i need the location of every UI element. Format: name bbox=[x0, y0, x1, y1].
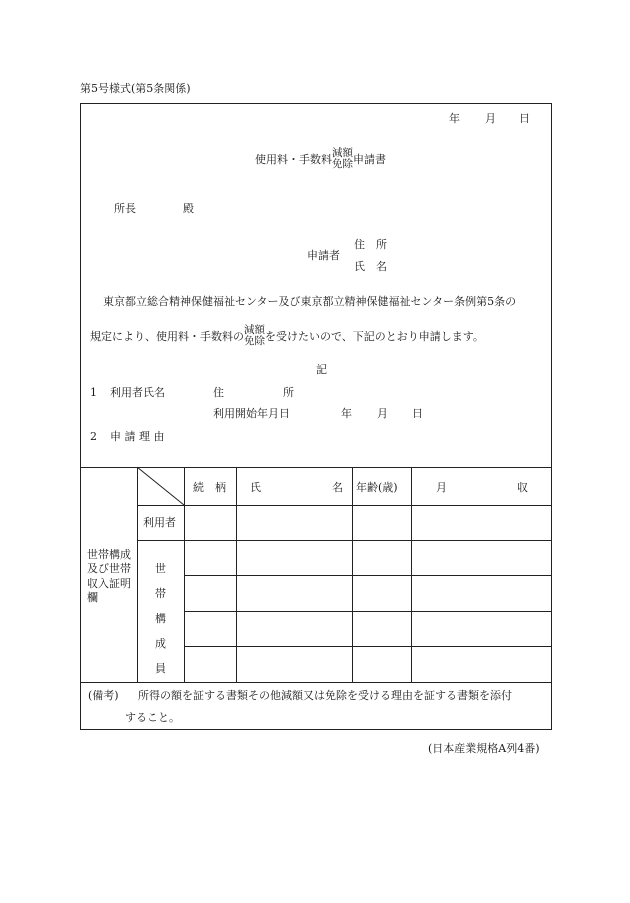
header-income-a: 月 bbox=[436, 481, 447, 494]
table-col-line-5 bbox=[411, 467, 412, 682]
table-row-line-1 bbox=[137, 505, 552, 506]
table-bottom-border bbox=[80, 682, 552, 683]
table-row-line-2 bbox=[137, 540, 552, 541]
item2-number: 2 bbox=[90, 430, 97, 443]
remarks-label: (備考) bbox=[88, 689, 119, 702]
date-day: 日 bbox=[519, 112, 530, 125]
title-suffix: 申請書 bbox=[353, 153, 386, 167]
body-line1: 東京都立総合精神保健福祉センター及び東京都立精神保健福祉センター条例第5条の bbox=[103, 295, 517, 308]
header-diagonal bbox=[137, 467, 184, 505]
side-label-1: 世帯構成 bbox=[87, 548, 131, 561]
form-frame bbox=[80, 103, 552, 730]
title-stack-bottom: 免除 bbox=[332, 158, 353, 171]
addressee-honorific: 殿 bbox=[183, 202, 194, 215]
header-age: 年齢(歳) bbox=[356, 481, 398, 494]
item1-number: 1 bbox=[90, 386, 97, 399]
table-col-line-4 bbox=[352, 467, 353, 682]
body-line2-stack bbox=[244, 325, 265, 347]
member-char-2: 帯 bbox=[155, 587, 166, 600]
side-label-3: 収入証明 bbox=[87, 577, 131, 590]
applicant-name-label: 氏 名 bbox=[354, 260, 387, 273]
start-date-month: 月 bbox=[377, 407, 388, 420]
header-name-a: 氏 bbox=[250, 481, 261, 494]
header-name-b: 名 bbox=[332, 481, 343, 494]
member-char-5: 員 bbox=[155, 662, 166, 675]
title-prefix: 使用料・手数料 bbox=[255, 153, 332, 167]
applicant-label: 申請者 bbox=[307, 249, 340, 262]
start-date-day: 日 bbox=[412, 407, 423, 420]
body-line2-prefix: 規定により、使用料・手数料の bbox=[90, 330, 244, 344]
start-date-year: 年 bbox=[341, 407, 352, 420]
item2-label: 申 請 理 由 bbox=[110, 430, 165, 443]
date-year: 年 bbox=[449, 112, 460, 125]
item1-address-b: 所 bbox=[283, 386, 294, 399]
table-col-line-3 bbox=[236, 467, 237, 682]
table-row-line-3 bbox=[184, 575, 552, 576]
body-line2-stack-top: 減額 bbox=[244, 324, 265, 336]
body-line2-suffix: を受けたいので、下記のとおり申請します。 bbox=[265, 330, 484, 344]
side-label-2: 及び世帯 bbox=[87, 562, 131, 575]
addressee-label: 所長 bbox=[114, 202, 136, 215]
applicant-address-label: 住 所 bbox=[354, 238, 387, 251]
member-char-4: 成 bbox=[155, 637, 166, 650]
form-title bbox=[255, 148, 386, 170]
ki-label: 記 bbox=[316, 363, 327, 376]
header-income-b: 収 bbox=[517, 481, 528, 494]
body-line2 bbox=[90, 325, 484, 347]
date-month: 月 bbox=[485, 112, 496, 125]
member-char-3: 構 bbox=[155, 612, 166, 625]
title-stack-top: 減額 bbox=[332, 147, 353, 159]
member-label bbox=[155, 560, 166, 685]
side-label-4: 欄 bbox=[87, 591, 98, 604]
user-row-label: 利用者 bbox=[143, 516, 176, 529]
title-stack bbox=[332, 148, 353, 170]
footer-standard: (日本産業規格A列4番) bbox=[428, 742, 540, 755]
remarks-line1: 所得の額を証する書類その他減額又は免除を受ける理由を証する書類を添付 bbox=[138, 689, 512, 702]
member-char-1: 世 bbox=[155, 562, 166, 575]
table-col-line-2 bbox=[184, 467, 185, 682]
body-line2-stack-bottom: 免除 bbox=[244, 335, 265, 348]
table-row-line-4 bbox=[184, 611, 552, 612]
remarks-line2: すること。 bbox=[125, 711, 180, 724]
item1-address-a: 住 bbox=[213, 386, 224, 399]
item1-label: 利用者氏名 bbox=[110, 386, 165, 399]
form-number: 第5号様式(第5条関係) bbox=[80, 82, 191, 95]
start-date-label: 利用開始年月日 bbox=[213, 407, 290, 420]
header-relation: 続 柄 bbox=[193, 481, 226, 494]
table-row-line-5 bbox=[184, 646, 552, 647]
